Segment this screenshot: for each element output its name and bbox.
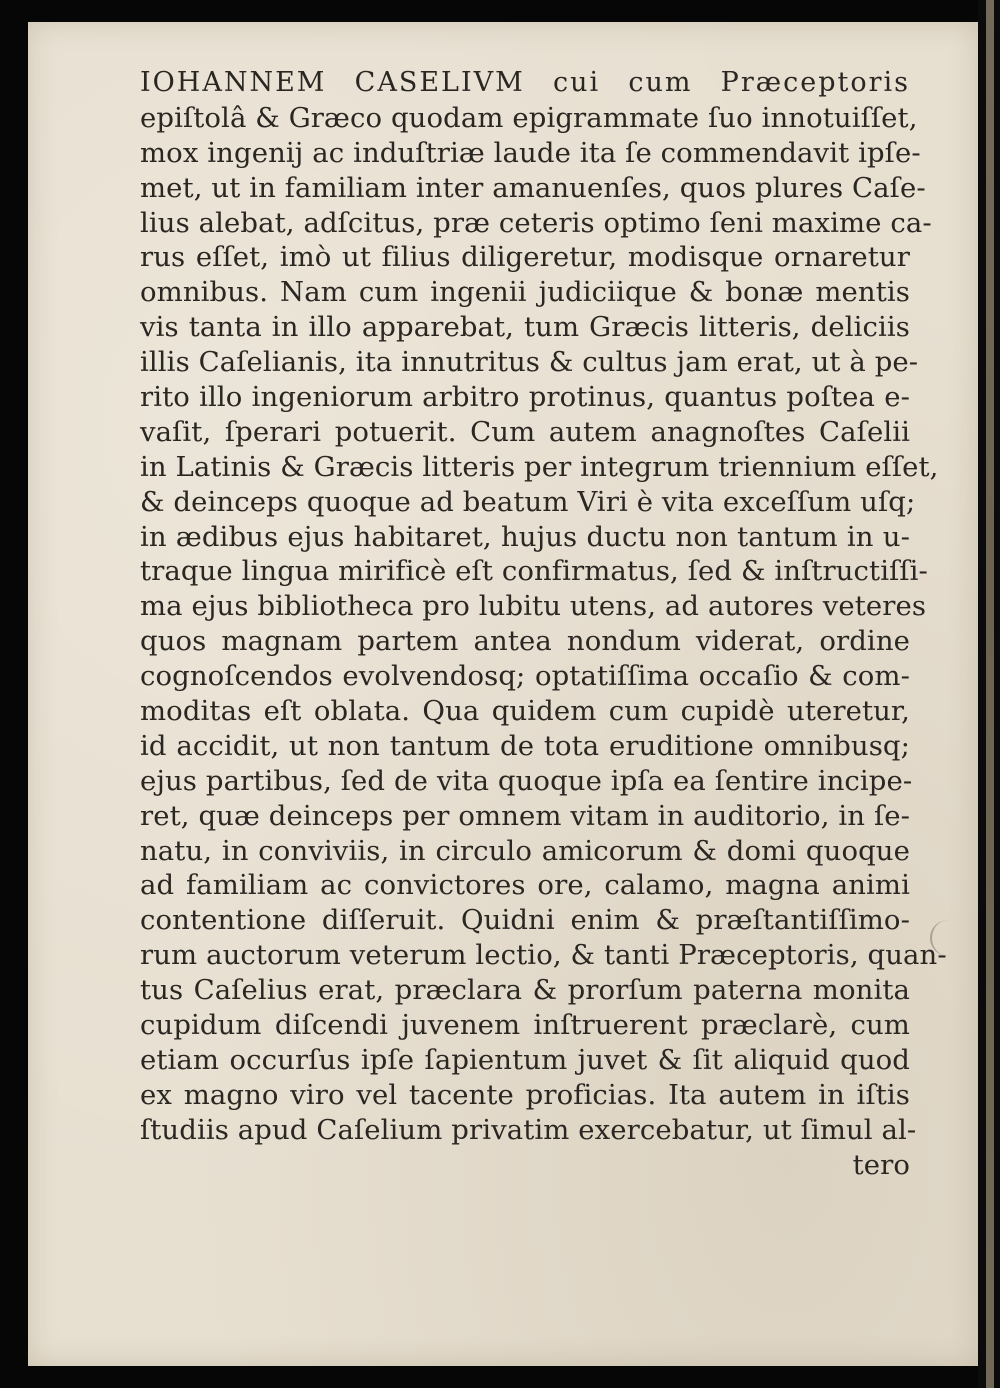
text-line: vaſit, ſperari potuerit. Cum autem anagnoſtes Caſelii [140,415,910,448]
text-line: lius alebat, adſcitus, præ ceteris optimo ſeni maxime ca- [140,206,932,239]
text-line: rito illo ingeniorum arbitro protinus, quantus poſtea e- [140,381,910,414]
text-line: met, ut in familiam inter amanuenſes, quos plures Caſe- [140,171,926,204]
text-line: rus eſſet, imò ut filius diligeretur, modisque ornaretur [140,241,910,274]
text-line: ret, quæ deinceps per omnem vitam in auditorio, in ſe- [140,799,910,832]
text-line: cupidum diſcendi juvenem inſtruerent præclarè, cum [140,1009,910,1042]
text-line: ma ejus bibliotheca pro lubitu utens, ad autores veteres [140,590,927,623]
text-line: ejus partibus, ſed de vita quoque ipſa ea ſentire incipe- [140,764,913,797]
text-line: illis Caſelianis, ita innutritus & cultus jam erat, ut à pe- [140,346,919,379]
text-line: id accidit, ut non tantum de tota eruditione omnibusq; [140,729,910,762]
body-text [140,66,947,1183]
catchword: tero [852,1148,910,1181]
text-line: ad familiam ac convictores ore, calamo, magna animi [140,869,910,902]
text-line: epiſtolâ & Græco quodam epigrammate ſuo innotuiſſet, [140,101,918,134]
text-line: natu, in conviviis, in circulo amicorum & domi quoque [140,834,910,867]
text-line: contentione diſſeruit. Quidni enim & præſtantiſſimo- [140,904,910,937]
text-line: ex magno viro vel tacente proficias. Ita autem in iſtis [140,1078,910,1111]
text-line: & deinceps quoque ad beatum Viri è vita exceſſum uſq; [140,485,916,518]
text-line: IOHANNEM CASELIVM cui cum Præceptoris [140,67,910,98]
text-line: rum auctorum veterum lectio, & tanti Præceptoris, quan- [140,939,947,972]
text-line: tus Caſelius erat, præclara & prorſum paterna monita [140,974,910,1007]
text-line: traque lingua mirificè eſt confirmatus, ſed & inſtructiſſi- [140,555,928,588]
text-line: mox ingenij ac induſtriæ laude ita ſe commendavit ipſe- [140,136,921,169]
text-line: ſtudiis apud Caſelium privatim exercebatur, ut ſimul al- [140,1113,917,1146]
text-line: etiam occurſus ipſe ſapientum juvet & ſit aliquid quod [140,1043,910,1076]
text-line: quos magnam partem antea nondum viderat, ordine [140,625,910,658]
text-line: in ædibus ejus habitaret, hujus ductu non tantum in u- [140,520,910,553]
page-edge-strip [986,0,994,1388]
text-line: vis tanta in illo apparebat, tum Græcis litteris, deliciis [140,311,910,344]
text-line: omnibus. Nam cum ingenii judiciique & bonæ mentis [140,276,910,309]
text-line: in Latinis & Græcis litteris per integrum triennium eſſet, [140,450,939,483]
text-line: moditas eſt oblata. Qua quidem cum cupidè uteretur, [140,695,910,728]
text-line: cognoſcendos evolvendosq; optatiſſima occaſio & com- [140,660,910,693]
